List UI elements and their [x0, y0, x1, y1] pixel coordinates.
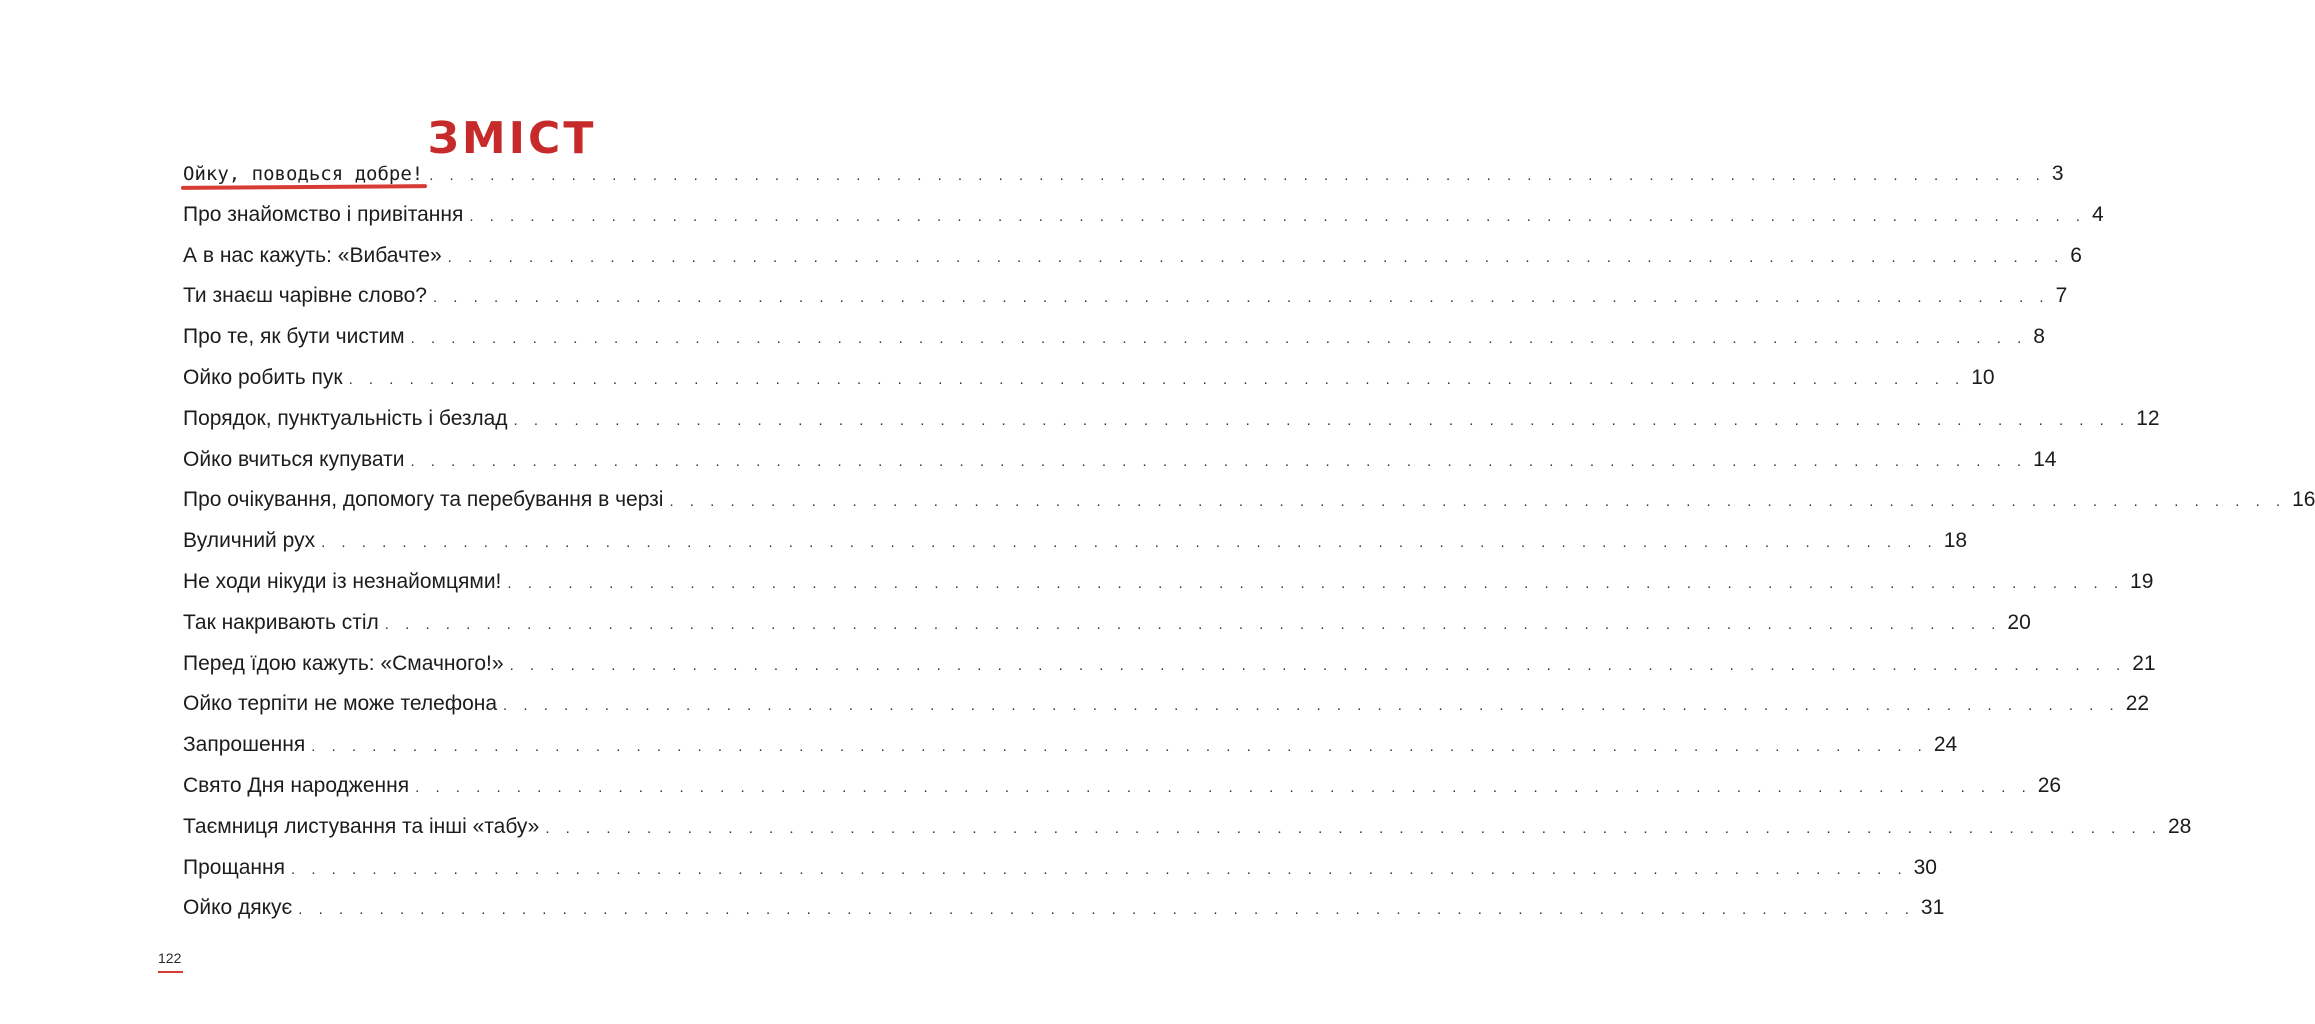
toc-dot-leader: . . . . . . . . . . . . . . . . . . . . . . . . . . . . . . . . . . . . . . . . . . . . . . . . . . . . . . . . . . . . . . . . . . . . . . . . . . . . . . . .: [507, 574, 2125, 592]
toc-dot-leader: . . . . . . . . . . . . . . . . . . . . . . . . . . . . . . . . . . . . . . . . . . . . . . . . . . . . . . . . . . . . . . . . . . . . . . . . . . . . . . . .: [348, 370, 1966, 388]
toc-dot-leader: . . . . . . . . . . . . . . . . . . . . . . . . . . . . . . . . . . . . . . . . . . . . . . . . . . . . . . . . . . . . . . . . . . . . . . . . . . . . . . . .: [290, 860, 1908, 878]
toc-dot-leader: . . . . . . . . . . . . . . . . . . . . . . . . . . . . . . . . . . . . . . . . . . . . . . . . . . . . . . . . . . . . . . . . . . . . . . . . . . . . . . . .: [384, 615, 2002, 633]
toc-dot-leader: . . . . . . . . . . . . . . . . . . . . . . . . . . . . . . . . . . . . . . . . . . . . . . . . . . . . . . . . . . . . . . . . . . . . . . . . . . . . . . . .: [509, 656, 2127, 674]
toc-entry-page: 26: [2037, 773, 2062, 797]
toc-dot-leader: . . . . . . . . . . . . . . . . . . . . . . . . . . . . . . . . . . . . . . . . . . . . . . . . . . . . . . . . . . . . . . . . . . . . . . . . . . . . . . . .: [321, 534, 1938, 552]
toc-entry-page: 14: [2033, 447, 2057, 471]
toc-entry[interactable]: [183, 317, 2045, 358]
toc-entry-title: А в нас кажуть: «Вибачте»: [183, 243, 442, 267]
toc-entry-page: 30: [1913, 855, 1937, 879]
toc-entry-page: 24: [1933, 733, 1958, 757]
toc-dot-leader: . . . . . . . . . . . . . . . . . . . . . . . . . . . . . . . . . . . . . . . . . . . . . . . . . . . . . . . . . . . . . . . . . . . . . . . . . . . . . . . .: [669, 493, 2287, 511]
toc-entry-title: Таємниця листування та інші «табу»: [183, 814, 540, 838]
toc-entry-title: Не ходи нікуди із незнайомцями!: [183, 569, 502, 593]
toc-entry-page: 6: [2070, 243, 2082, 267]
toc-entry[interactable]: [183, 276, 2068, 317]
toc-entry-title: Ти знаєш чарівне слово?: [183, 284, 427, 308]
toc-dot-leader: . . . . . . . . . . . . . . . . . . . . . . . . . . . . . . . . . . . . . . . . . . . . . . . . . . . . . . . . . . . . . . . . . . . . . . . . . . . . . . . .: [298, 901, 1915, 919]
toc-entry-title: Ойко робить пук: [183, 365, 343, 389]
toc-entry-page: 3: [2051, 162, 2064, 185]
toc-entry-page: 31: [1920, 896, 1945, 920]
toc-dot-leader: . . . . . . . . . . . . . . . . . . . . . . . . . . . . . . . . . . . . . . . . . . . . . . . . . . . . . . . . . . . . . . . . . . . . . . . . . . . . . . . .: [410, 452, 2028, 470]
toc-entry-page: 21: [2132, 651, 2156, 675]
toc-entry[interactable]: [183, 644, 2156, 685]
toc-entry[interactable]: [183, 848, 1937, 889]
toc-entry[interactable]: [183, 440, 2057, 481]
toc-entry[interactable]: [183, 358, 1995, 399]
toc-entry-title: Порядок, пунктуальність і безлад: [183, 406, 508, 430]
toc-entry-title: Запрошення: [183, 733, 306, 757]
toc-entry-title: Про те, як бути чистим: [183, 325, 405, 349]
toc-entry[interactable]: [183, 888, 1945, 929]
toc-entry[interactable]: [183, 603, 2031, 644]
toc-entry-page: 16: [2292, 488, 2315, 512]
toc-entry-page: 4: [2091, 202, 2104, 226]
toc-dot-leader: . . . . . . . . . . . . . . . . . . . . . . . . . . . . . . . . . . . . . . . . . . . . . . . . . . . . . . . . . . . . . . . . . . . . . . . . . . . . . . . .: [447, 248, 2065, 266]
toc-entry-title: Вуличний рух: [183, 529, 316, 553]
toc-entry-title: Про знайомство і привітання: [183, 202, 464, 226]
page-number: 122: [158, 950, 182, 966]
toc-dot-leader: . . . . . . . . . . . . . . . . . . . . . . . . . . . . . . . . . . . . . . . . . . . . . . . . . . . . . . . . . . . . . . . . . . . . . . . . . . . . . . . .: [513, 411, 2131, 429]
toc-entry-page: 10: [1971, 365, 1995, 389]
table-of-contents: [183, 154, 2315, 929]
toc-entry-title: Ойку, поводься добре!: [183, 154, 423, 195]
toc-entry[interactable]: [183, 236, 2082, 277]
page-title: ЗМІСТ: [427, 113, 597, 165]
toc-entry-page: 12: [2136, 406, 2160, 430]
toc-entry[interactable]: [183, 807, 2192, 848]
toc-entry-title: Перед їдою кажуть: «Смачного!»: [183, 651, 504, 675]
toc-entry[interactable]: [183, 684, 2150, 725]
toc-entry[interactable]: [183, 154, 2064, 195]
toc-entry-title: Ойко вчиться купувати: [183, 447, 405, 471]
toc-dot-leader: . . . . . . . . . . . . . . . . . . . . . . . . . . . . . . . . . . . . . . . . . . . . . . . . . . . . . . . . . . . . . . . . . . . . . . . . . . . . . . . .: [429, 167, 2046, 184]
toc-entry-title: Так накривають стіл: [183, 610, 379, 634]
toc-entry[interactable]: [183, 399, 2160, 440]
page-number-underline: [158, 971, 183, 973]
toc-dot-leader: . . . . . . . . . . . . . . . . . . . . . . . . . . . . . . . . . . . . . . . . . . . . . . . . . . . . . . . . . . . . . . . . . . . . . . . . . . . . . . . .: [469, 207, 2086, 225]
toc-entry-title: Прощання: [183, 855, 285, 879]
toc-entry-page: 28: [2167, 814, 2192, 838]
toc-dot-leader: . . . . . . . . . . . . . . . . . . . . . . . . . . . . . . . . . . . . . . . . . . . . . . . . . . . . . . . . . . . . . . . . . . . . . . . . . . . . . . . .: [503, 697, 2120, 715]
toc-entry[interactable]: [183, 562, 2154, 603]
toc-entry-title: Ойко терпіти не може телефона: [183, 692, 498, 716]
toc-dot-leader: . . . . . . . . . . . . . . . . . . . . . . . . . . . . . . . . . . . . . . . . . . . . . . . . . . . . . . . . . . . . . . . . . . . . . . . . . . . . . . . .: [432, 289, 2050, 307]
toc-dot-leader: . . . . . . . . . . . . . . . . . . . . . . . . . . . . . . . . . . . . . . . . . . . . . . . . . . . . . . . . . . . . . . . . . . . . . . . . . . . . . . . .: [545, 819, 2162, 837]
toc-entry-page: 7: [2055, 284, 2068, 308]
toc-entry[interactable]: [183, 195, 2104, 236]
toc-entry-title: Про очікування, допомогу та перебування в черзі: [183, 488, 664, 512]
toc-entry-page: 19: [2130, 569, 2154, 593]
toc-dot-leader: . . . . . . . . . . . . . . . . . . . . . . . . . . . . . . . . . . . . . . . . . . . . . . . . . . . . . . . . . . . . . . . . . . . . . . . . . . . . . . . .: [415, 778, 2032, 796]
toc-entry-title: Ойко дякує: [183, 896, 293, 920]
toc-entry-page: 20: [2007, 610, 2031, 634]
toc-entry[interactable]: [183, 766, 2062, 807]
toc-entry-title: Свято Дня народження: [183, 773, 410, 797]
toc-entry[interactable]: [183, 480, 2315, 521]
toc-entry-page: 8: [2033, 325, 2045, 349]
toc-dot-leader: . . . . . . . . . . . . . . . . . . . . . . . . . . . . . . . . . . . . . . . . . . . . . . . . . . . . . . . . . . . . . . . . . . . . . . . . . . . . . . . .: [410, 330, 2028, 348]
toc-entry[interactable]: [183, 725, 1958, 766]
toc-entry-page: 18: [1943, 529, 1968, 553]
toc-entry-page: 22: [2125, 692, 2150, 716]
toc-dot-leader: . . . . . . . . . . . . . . . . . . . . . . . . . . . . . . . . . . . . . . . . . . . . . . . . . . . . . . . . . . . . . . . . . . . . . . . . . . . . . . . .: [311, 738, 1928, 756]
toc-entry[interactable]: [183, 521, 1968, 562]
